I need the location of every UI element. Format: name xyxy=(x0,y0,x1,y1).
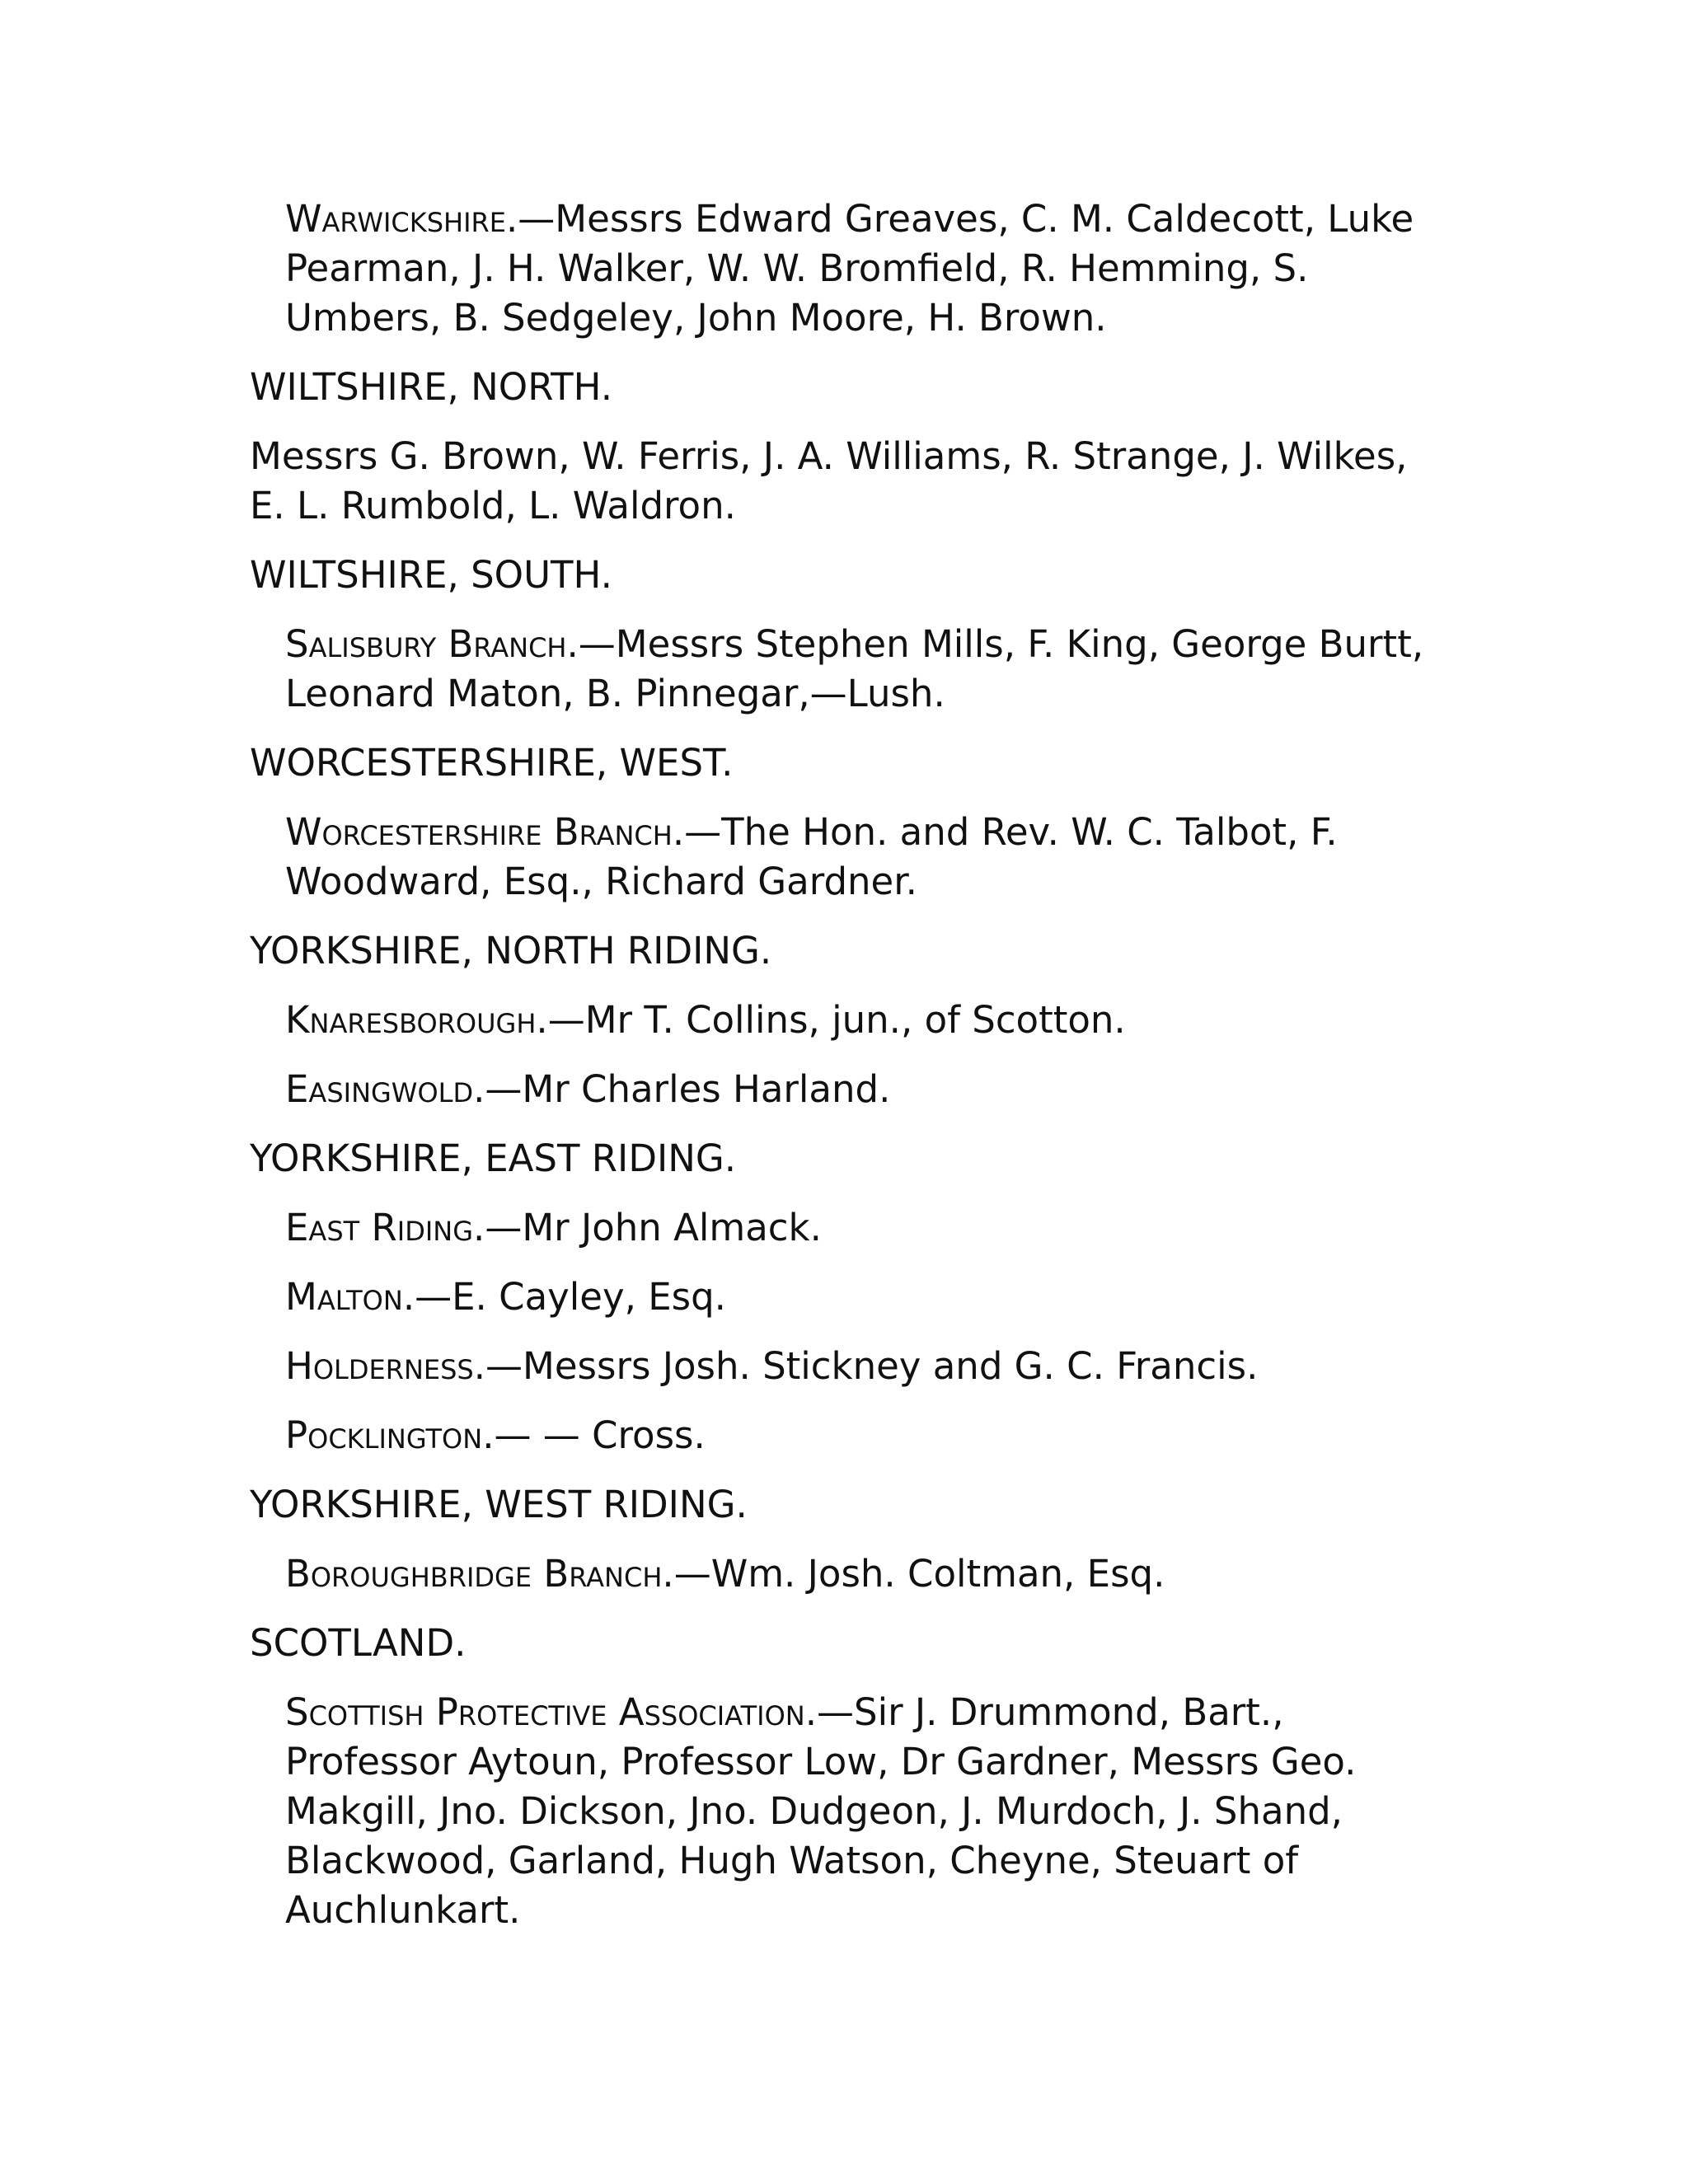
branch-entry-easingwold xyxy=(250,1065,1437,1114)
branch-entry-malton xyxy=(250,1272,1437,1322)
branch-entry-boroughbridge xyxy=(250,1549,1437,1599)
branch-name: Salisbury Branch xyxy=(285,622,567,666)
branch-members: .—Messrs Edward Greaves, C. M. Caldecott, Luke Pearman, J. H. Walker, W. W. Bromfield, R. Hemming, S. Umbers, B. Sedgeley, John Moore, H. Brown. xyxy=(285,197,1414,340)
county-heading-worcestershire-west: WORCESTERSHIRE, WEST. xyxy=(250,741,734,785)
county-heading-scotland: SCOTLAND. xyxy=(250,1621,467,1665)
branch-name: Knaresborough xyxy=(285,998,537,1042)
document-page xyxy=(250,194,1437,1955)
branch-entry-knaresborough xyxy=(250,996,1437,1045)
branch-members: .—The Hon. and Rev. W. C. Talbot, F. Woodward, Esq., Richard Gardner. xyxy=(285,810,1338,903)
branch-members: .—Wm. Josh. Coltman, Esq. xyxy=(662,1552,1165,1596)
branch-members: .—Mr T. Collins, jun., of Scotton. xyxy=(536,998,1126,1042)
branch-entry-holderness xyxy=(250,1342,1437,1391)
branch-name: East Riding xyxy=(285,1206,474,1249)
branch-name: Easingwold xyxy=(285,1067,474,1111)
county-heading-yorkshire-east-riding: YORKSHIRE, EAST RIDING. xyxy=(250,1137,737,1180)
members-list-wiltshire-north: Messrs G. Brown, W. Ferris, J. A. Williams, R. Strange, J. Wilkes, E. L. Rumbold, L. Waldron. xyxy=(250,434,1408,527)
county-heading-yorkshire-north-riding: YORKSHIRE, NORTH RIDING. xyxy=(250,929,772,972)
county-heading-yorkshire-west-riding: YORKSHIRE, WEST RIDING. xyxy=(250,1483,748,1526)
branch-name: Warwickshire xyxy=(285,197,506,241)
branch-entry-scottish-protective-association xyxy=(250,1688,1437,1935)
branch-name: Pocklington xyxy=(285,1413,483,1457)
branch-members: .—Sir J. Drummond, Bart., Professor Aytoun, Professor Low, Dr Gardner, Messrs Geo. Makgill, Jno. Dickson, Jno. Dudgeon, J. Murdoch, J. Shand, Blackwood, Garland, Hugh Watson, Cheyne, Steuart of Auchlunkart. xyxy=(285,1690,1357,1932)
branch-name: Holderness xyxy=(285,1344,474,1388)
branch-members: .—Mr John Almack. xyxy=(473,1206,822,1249)
branch-members: .—Messrs Josh. Stickney and G. C. Francis. xyxy=(473,1344,1259,1388)
branch-name: Malton xyxy=(285,1275,403,1319)
branch-entry-salisbury xyxy=(250,620,1437,719)
county-heading-wiltshire-south: WILTSHIRE, SOUTH. xyxy=(250,553,612,597)
branch-entry-pocklington xyxy=(250,1411,1437,1460)
branch-name: Scottish Protective Association xyxy=(285,1690,805,1734)
branch-members: .— — Cross. xyxy=(482,1413,706,1457)
branch-members: .—Mr Charles Harland. xyxy=(473,1067,891,1111)
branch-members: .—Messrs Stephen Mills, F. King, George Burtt, Leonard Maton, B. Pinnegar,—Lush. xyxy=(285,622,1424,715)
branch-entry-warwickshire xyxy=(250,194,1437,343)
branch-entry-east-riding xyxy=(250,1203,1437,1253)
branch-members: .—E. Cayley, Esq. xyxy=(402,1275,726,1319)
branch-name: Worcestershire Branch xyxy=(285,810,673,854)
county-heading-wiltshire-north: WILTSHIRE, NORTH. xyxy=(250,365,613,409)
branch-entry-worcestershire xyxy=(250,808,1437,907)
branch-name: Boroughbridge Branch xyxy=(285,1552,663,1596)
